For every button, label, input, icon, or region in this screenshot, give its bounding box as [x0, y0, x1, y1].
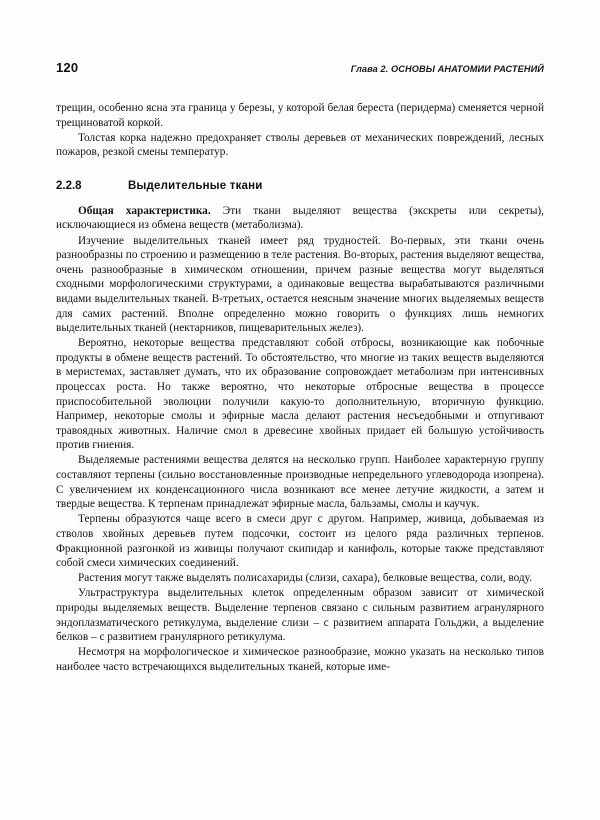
paragraph-general-characteristics — [56, 204, 544, 233]
paragraph: Вероятно, некоторые вещества представляют собой отбросы, возникающие как побочные продукты в обмене веществ растений. То обстоятельство, что многие из таких веществ выделяются в меристемах, заставляет думать, что их образование сопровождает метаболизм при интенсивных процессах роста. Но также вероятно, что некоторые отбросные вещества в процессе приспособительной эволюции получили какую-то дополнительную, вторичную функцию. Например, некоторые смолы и эфирные масла делают растения несъедобными и отпугивают травоядных животных. Наличие смол в древесине хвойных придает ей большую устойчивость против гниения. — [56, 337, 544, 452]
paragraph-continuation: трещин, особенно ясна эта граница у березы, у которой белая береста (перидерма) сменяется черной трещиноватой коркой. — [56, 102, 544, 129]
paragraph: Выделяемые растениями вещества делятся на несколько групп. Наиболее характерную группу составляют терпены (сильно восстановленные производные непредельного углеводорода изопрена). С увеличением их конденсационного числа возникают все менее летучие жидкости, а затем и твердые вещества. К терпенам принадлежат эфирные масла, бальзамы, смолы и каучук. — [56, 454, 544, 511]
paragraph: Растения могут также выделять полисахариды (слизи, сахара), белковые вещества, соли, воду. — [78, 572, 533, 585]
section-number: 2.2.8 — [56, 179, 82, 192]
running-head: Глава 2. ОСНОВЫ АНАТОМИИ РАСТЕНИЙ — [350, 64, 544, 74]
body-text — [56, 101, 544, 674]
section-title: Выделительные ткани — [128, 179, 263, 192]
page-number: 120 — [56, 60, 79, 75]
paragraph: Несмотря на морфологическое и химическое разнообразие, можно указать на несколько типов наиболее часто встречающихся выделительных тканей, которые име- — [56, 646, 544, 673]
paragraph: Толстая корка надежно предохраняет стволы деревьев от механических повреждений, лесных пожаров, резкой смены температур. — [56, 131, 544, 159]
page-header — [56, 60, 544, 75]
paragraph: Терпены образуются чаще всего в смеси друг с другом. Например, живица, добываемая из стволов хвойных деревьев путем подсочки, состоит из целого ряда различных терпенов. Фракционной разгонкой из живицы получают скипидар и канифоль, которые также представляют собой смеси химических соединений. — [56, 513, 544, 570]
paragraph: Ультраструктура выделительных клеток определенным образом зависит от химической природы выделяемых веществ. Выделение терпенов связано с сильным развитием агранулярного эндоплазматического ретикулума, выделение слизи – с развитием аппарата Гольджи, а выделение белков – с развитием гранулярного ретикулума. — [56, 587, 544, 644]
paragraph-text: Эти ткани выделяют вещества (экскреты или секреты), исключающиеся из обмена веществ (метаболизма). — [56, 204, 544, 232]
lead-term: Общая характеристика. — [78, 204, 211, 217]
paragraph: Изучение выделительных тканей имеет ряд трудностей. Во-первых, эти ткани очень разнообразны по строению и размещению в теле растения. Во-вторых, растения выделяют вещества, очень разнообразные в химическом отношении, причем разные вещества могут выделяться сходными морфологическими структурами, а одинаковые вещества вырабатываются различными видами выделительных тканей. В-третьих, остается неясным значение многих выделяемых веществ для самих растений. Вполне определенно можно говорить о функциях лишь немногих выделительных тканей (нектарников, пищеварительных желез). — [56, 234, 544, 335]
section-heading — [56, 180, 544, 192]
